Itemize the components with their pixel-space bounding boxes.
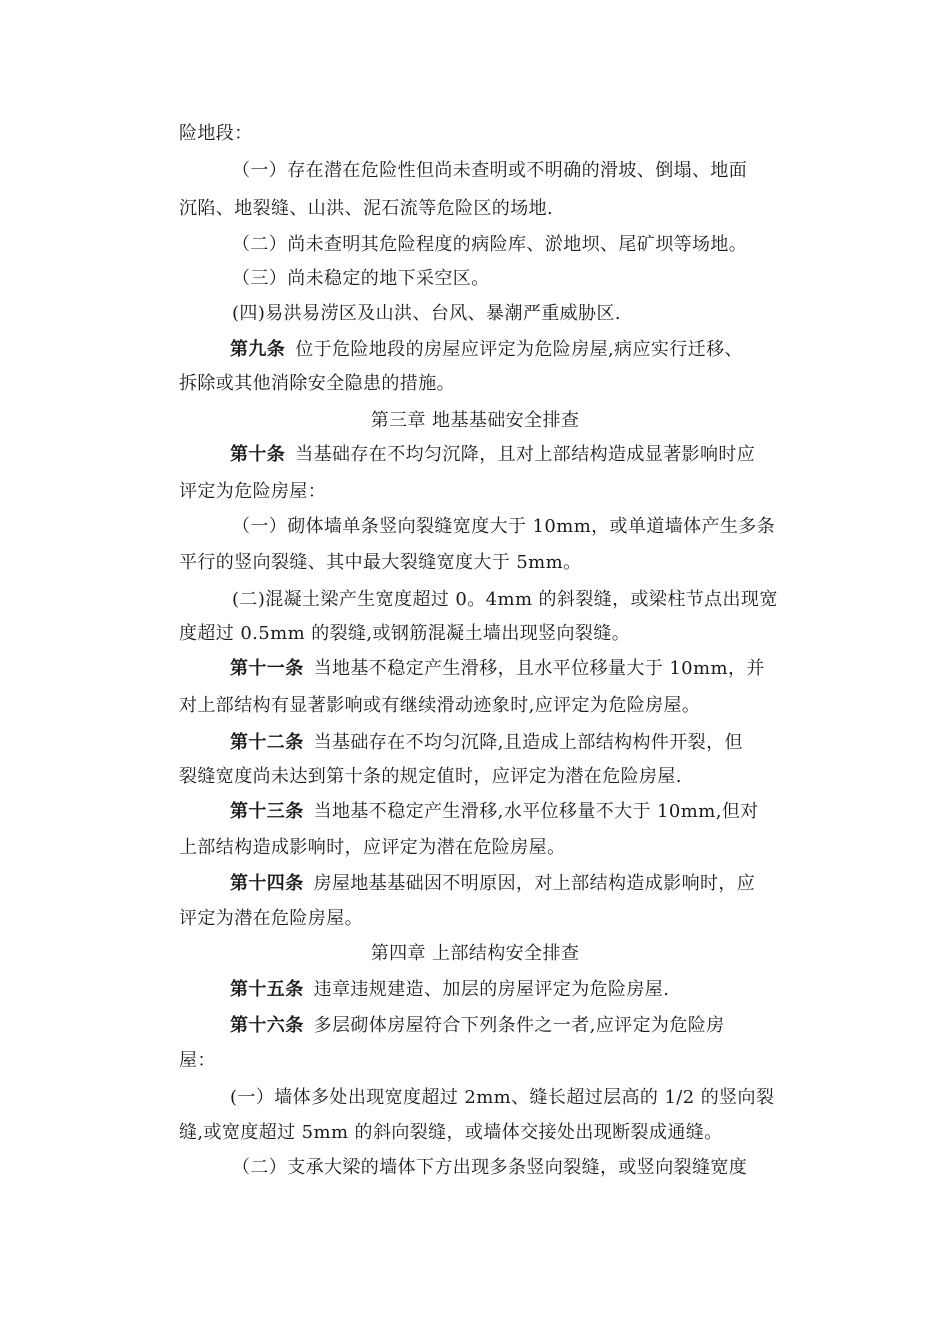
text-line: 裂缝宽度尚未达到第十条的规定值时，应评定为潜在危险房屋.: [179, 766, 682, 787]
text-line: 险地段：: [179, 123, 253, 144]
text-line: 度超过 0.5mm 的裂缝,或钢筋混凝土墙出现竖向裂缝。: [179, 623, 631, 644]
chapter-heading: 第四章 上部结构安全排查: [370, 943, 580, 964]
article-text: 当基础存在不均匀沉降,且造成上部结构构件开裂，但: [313, 732, 743, 753]
text-line: 缝,或宽度超过 5mm 的斜向裂缝，或墙体交接处出现断裂成通缝。: [179, 1122, 723, 1143]
article-text: 位于危险地段的房屋应评定为危险房屋,病应实行迁移、: [295, 339, 743, 360]
article-label: 第九条: [230, 339, 286, 360]
text-line: 平行的竖向裂缝、其中最大裂缝宽度大于 5mm。: [179, 552, 582, 573]
article-label: 第十六条: [230, 1015, 304, 1036]
text-line: (四)易洪易涝区及山洪、台风、暴潮严重威胁区.: [232, 303, 621, 324]
article-label: 第十五条: [230, 979, 304, 1000]
article-14: [230, 872, 755, 896]
text-line: （三）尚未稳定的地下采空区。: [232, 268, 490, 289]
article-15: [230, 978, 669, 1002]
article-label: 第十二条: [230, 732, 304, 753]
article-label: 第十一条: [230, 658, 304, 679]
article-text: 当基础存在不均匀沉降，且对上部结构造成显著影响时应: [295, 444, 756, 465]
text-line: （一）存在潜在危险性但尚未查明或不明确的滑坡、倒塌、地面: [232, 160, 748, 181]
text-line: (二)混凝土梁产生宽度超过 0。4mm 的斜裂缝，或梁柱节点出现宽: [232, 589, 778, 610]
text-line: (一）墙体多处出现宽度超过 2mm、缝长超过层高的 1/2 的竖向裂: [230, 1087, 775, 1108]
article-label: 第十三条: [230, 801, 304, 822]
chapter-heading: 第三章 地基基础安全排查: [370, 410, 580, 431]
text-line: （二）支承大梁的墙体下方出现多条竖向裂缝，或竖向裂缝宽度: [232, 1157, 748, 1178]
article-13: [230, 800, 759, 824]
article-9: [230, 338, 743, 362]
text-line: 评定为危险房屋：: [179, 481, 327, 502]
article-label: 第十条: [230, 444, 286, 465]
text-line: 拆除或其他消除安全隐患的措施。: [179, 373, 455, 394]
article-11: [230, 657, 765, 681]
article-text: 违章违规建造、加层的房屋评定为危险房屋.: [313, 979, 670, 1000]
text-line: （一）砌体墙单条竖向裂缝宽度大于 10mm，或单道墙体产生多条: [232, 516, 776, 537]
text-line: （二）尚未查明其危险程度的病险库、淤地坝、尾矿坝等场地。: [232, 234, 748, 255]
text-line: 上部结构造成影响时，应评定为潜在危险房屋。: [179, 837, 566, 858]
text-line: 屋：: [179, 1050, 216, 1071]
article-text: 当地基不稳定产生滑移，且水平位移量大于 10mm，并: [313, 658, 765, 679]
article-16: [230, 1014, 725, 1038]
article-12: [230, 731, 743, 755]
article-label: 第十四条: [230, 873, 304, 894]
article-10: [230, 443, 755, 467]
article-text: 当地基不稳定产生滑移,水平位移量不大于 10mm,但对: [313, 801, 759, 822]
text-line: 沉陷、地裂缝、山洪、泥石流等危险区的场地.: [179, 198, 554, 219]
text-line: 对上部结构有显著影响或有继续滑动迹象时,应评定为危险房屋。: [179, 695, 701, 716]
article-text: 房屋地基基础因不明原因，对上部结构造成影响时，应: [313, 873, 756, 894]
article-text: 多层砌体房屋符合下列条件之一者,应评定为危险房: [313, 1015, 725, 1036]
text-line: 评定为潜在危险房屋。: [179, 908, 363, 929]
